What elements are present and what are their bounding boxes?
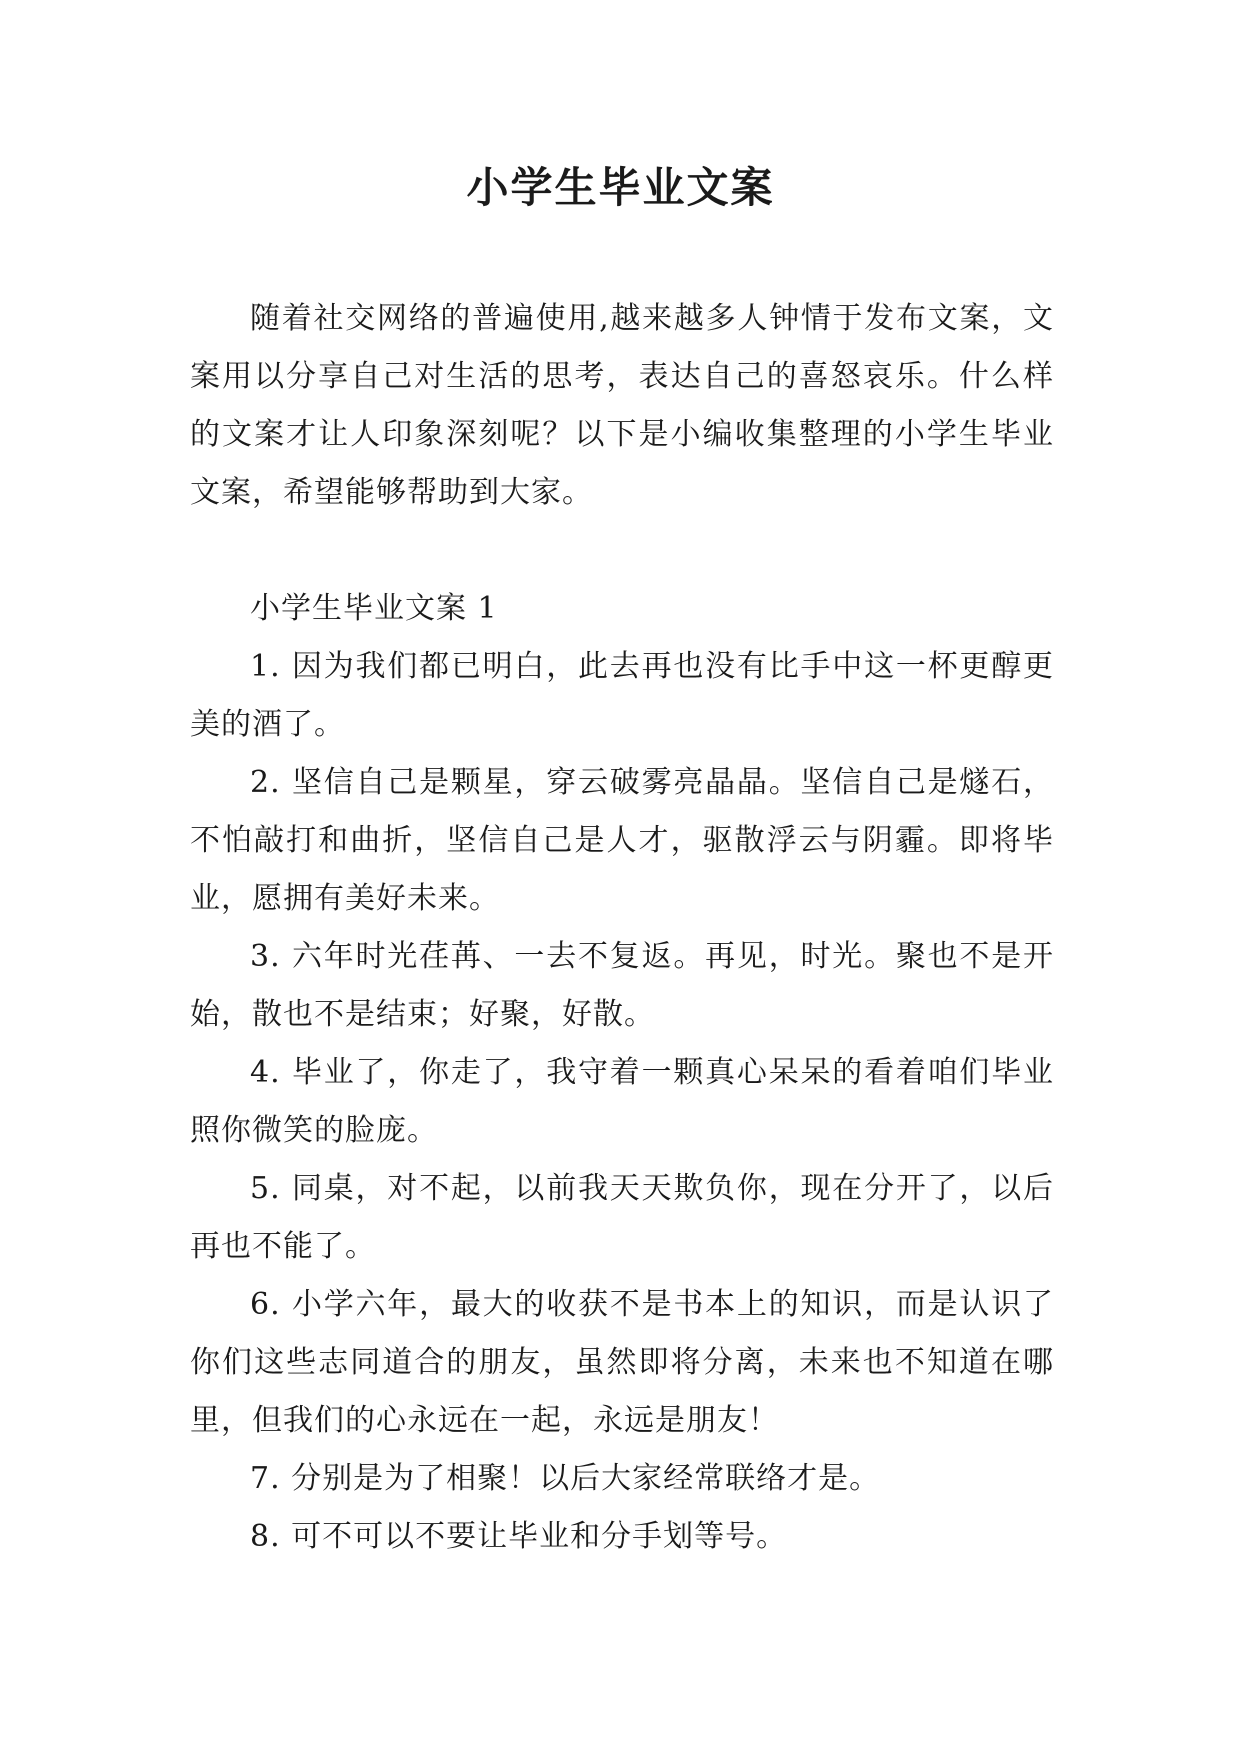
list-item: 1. 因为我们都已明白，此去再也没有比手中这一杯更醇更美的酒了。 bbox=[190, 649, 1054, 742]
intro-paragraph: 随着社交网络的普遍使用,越来越多人钟情于发布文案，文案用以分享自己对生活的思考，表达自己的喜怒哀乐。什么样的文案才让人印象深刻呢？以下是小编收集整理的小学生毕业文案，希望能够帮助到大家。 bbox=[190, 301, 1054, 510]
section-heading: 小学生毕业文案 1 bbox=[250, 591, 498, 626]
list-item: 8. 可不可以不要让毕业和分手划等号。 bbox=[250, 1519, 788, 1554]
list-item: 2. 坚信自己是颗星，穿云破雾亮晶晶。坚信自己是燧石，不怕敲打和曲折，坚信自己是人才，驱散浮云与阴霾。即将毕业，愿拥有美好未来。 bbox=[190, 765, 1054, 916]
document-body bbox=[190, 290, 1054, 1566]
list-item: 5. 同桌，对不起，以前我天天欺负你，现在分开了，以后再也不能了。 bbox=[190, 1171, 1054, 1264]
list-item: 7. 分别是为了相聚！以后大家经常联络才是。 bbox=[250, 1461, 881, 1496]
page-title: 小学生毕业文案 bbox=[466, 163, 775, 212]
list-item: 4. 毕业了，你走了，我守着一颗真心呆呆的看着咱们毕业照你微笑的脸庞。 bbox=[190, 1055, 1054, 1148]
list-item: 3. 六年时光荏苒、一去不复返。再见，时光。聚也不是开始，散也不是结束；好聚，好散。 bbox=[190, 939, 1054, 1032]
list-item: 6. 小学六年，最大的收获不是书本上的知识，而是认识了你们这些志同道合的朋友，虽然即将分离，未来也不知道在哪里，但我们的心永远在一起，永远是朋友！ bbox=[190, 1287, 1054, 1438]
